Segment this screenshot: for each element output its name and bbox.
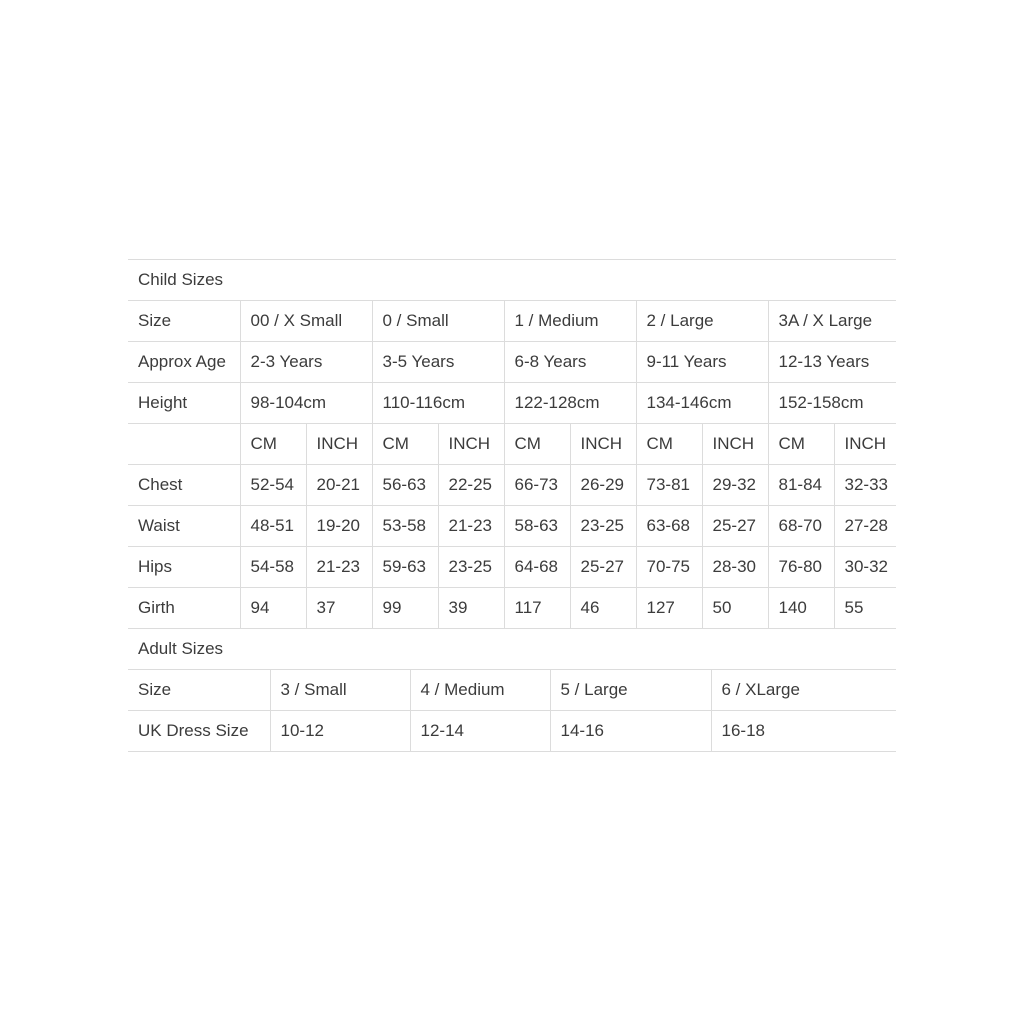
size-cell: 1 / Medium	[504, 301, 636, 342]
measure-cell: 30-32	[834, 547, 896, 588]
dress-cell: 14-16	[550, 711, 711, 752]
measure-cell: 39	[438, 588, 504, 629]
measure-cell: 28-30	[702, 547, 768, 588]
height-cell: 98-104cm	[240, 383, 372, 424]
size-cell: 6 / XLarge	[711, 670, 896, 711]
measure-cell: 127	[636, 588, 702, 629]
adult-size-table	[128, 628, 896, 752]
row-label: Girth	[128, 588, 240, 629]
measure-cell: 81-84	[768, 465, 834, 506]
measure-cell: 37	[306, 588, 372, 629]
measure-cell: 21-23	[306, 547, 372, 588]
dress-cell: 12-14	[410, 711, 550, 752]
child-height-row	[128, 383, 896, 424]
size-cell: 0 / Small	[372, 301, 504, 342]
measure-cell: 76-80	[768, 547, 834, 588]
measure-cell: 25-27	[570, 547, 636, 588]
measure-cell: 63-68	[636, 506, 702, 547]
height-cell: 152-158cm	[768, 383, 896, 424]
row-label: Hips	[128, 547, 240, 588]
unit-cell: CM	[636, 424, 702, 465]
adult-title-row	[128, 629, 896, 670]
child-age-row	[128, 342, 896, 383]
measure-cell: 48-51	[240, 506, 306, 547]
child-size-row	[128, 301, 896, 342]
unit-cell: INCH	[438, 424, 504, 465]
measure-cell: 73-81	[636, 465, 702, 506]
unit-cell: CM	[372, 424, 438, 465]
measure-cell: 117	[504, 588, 570, 629]
row-label: Size	[128, 670, 270, 711]
row-label	[128, 424, 240, 465]
measure-cell: 59-63	[372, 547, 438, 588]
measure-cell: 55	[834, 588, 896, 629]
unit-cell: CM	[240, 424, 306, 465]
measure-cell: 54-58	[240, 547, 306, 588]
measure-cell: 26-29	[570, 465, 636, 506]
age-cell: 12-13 Years	[768, 342, 896, 383]
row-label: Height	[128, 383, 240, 424]
row-label: Chest	[128, 465, 240, 506]
measure-cell: 52-54	[240, 465, 306, 506]
measure-cell: 23-25	[438, 547, 504, 588]
size-cell: 3A / X Large	[768, 301, 896, 342]
measure-cell: 20-21	[306, 465, 372, 506]
adult-dress-row	[128, 711, 896, 752]
size-cell: 5 / Large	[550, 670, 711, 711]
measure-cell: 53-58	[372, 506, 438, 547]
size-chart	[128, 259, 896, 752]
unit-cell: CM	[768, 424, 834, 465]
child-title-row	[128, 260, 896, 301]
child-waist-row	[128, 506, 896, 547]
row-label: Size	[128, 301, 240, 342]
dress-cell: 10-12	[270, 711, 410, 752]
unit-cell: INCH	[306, 424, 372, 465]
measure-cell: 23-25	[570, 506, 636, 547]
height-cell: 122-128cm	[504, 383, 636, 424]
dress-cell: 16-18	[711, 711, 896, 752]
measure-cell: 21-23	[438, 506, 504, 547]
size-cell: 00 / X Small	[240, 301, 372, 342]
row-label: Approx Age	[128, 342, 240, 383]
measure-cell: 29-32	[702, 465, 768, 506]
measure-cell: 64-68	[504, 547, 570, 588]
unit-cell: INCH	[702, 424, 768, 465]
measure-cell: 50	[702, 588, 768, 629]
age-cell: 3-5 Years	[372, 342, 504, 383]
unit-cell: INCH	[570, 424, 636, 465]
child-size-table	[128, 259, 896, 629]
measure-cell: 25-27	[702, 506, 768, 547]
measure-cell: 94	[240, 588, 306, 629]
measure-cell: 99	[372, 588, 438, 629]
age-cell: 6-8 Years	[504, 342, 636, 383]
adult-sizes-title: Adult Sizes	[128, 629, 896, 670]
measure-cell: 68-70	[768, 506, 834, 547]
measure-cell: 19-20	[306, 506, 372, 547]
row-label: UK Dress Size	[128, 711, 270, 752]
size-cell: 2 / Large	[636, 301, 768, 342]
measure-cell: 22-25	[438, 465, 504, 506]
height-cell: 110-116cm	[372, 383, 504, 424]
measure-cell: 46	[570, 588, 636, 629]
unit-cell: CM	[504, 424, 570, 465]
age-cell: 9-11 Years	[636, 342, 768, 383]
age-cell: 2-3 Years	[240, 342, 372, 383]
measure-cell: 140	[768, 588, 834, 629]
measure-cell: 58-63	[504, 506, 570, 547]
child-hips-row	[128, 547, 896, 588]
measure-cell: 56-63	[372, 465, 438, 506]
measure-cell: 32-33	[834, 465, 896, 506]
child-unit-row	[128, 424, 896, 465]
child-girth-row	[128, 588, 896, 629]
measure-cell: 66-73	[504, 465, 570, 506]
size-cell: 3 / Small	[270, 670, 410, 711]
unit-cell: INCH	[834, 424, 896, 465]
child-chest-row	[128, 465, 896, 506]
child-sizes-title: Child Sizes	[128, 260, 896, 301]
measure-cell: 70-75	[636, 547, 702, 588]
size-cell: 4 / Medium	[410, 670, 550, 711]
measure-cell: 27-28	[834, 506, 896, 547]
row-label: Waist	[128, 506, 240, 547]
adult-size-row	[128, 670, 896, 711]
height-cell: 134-146cm	[636, 383, 768, 424]
